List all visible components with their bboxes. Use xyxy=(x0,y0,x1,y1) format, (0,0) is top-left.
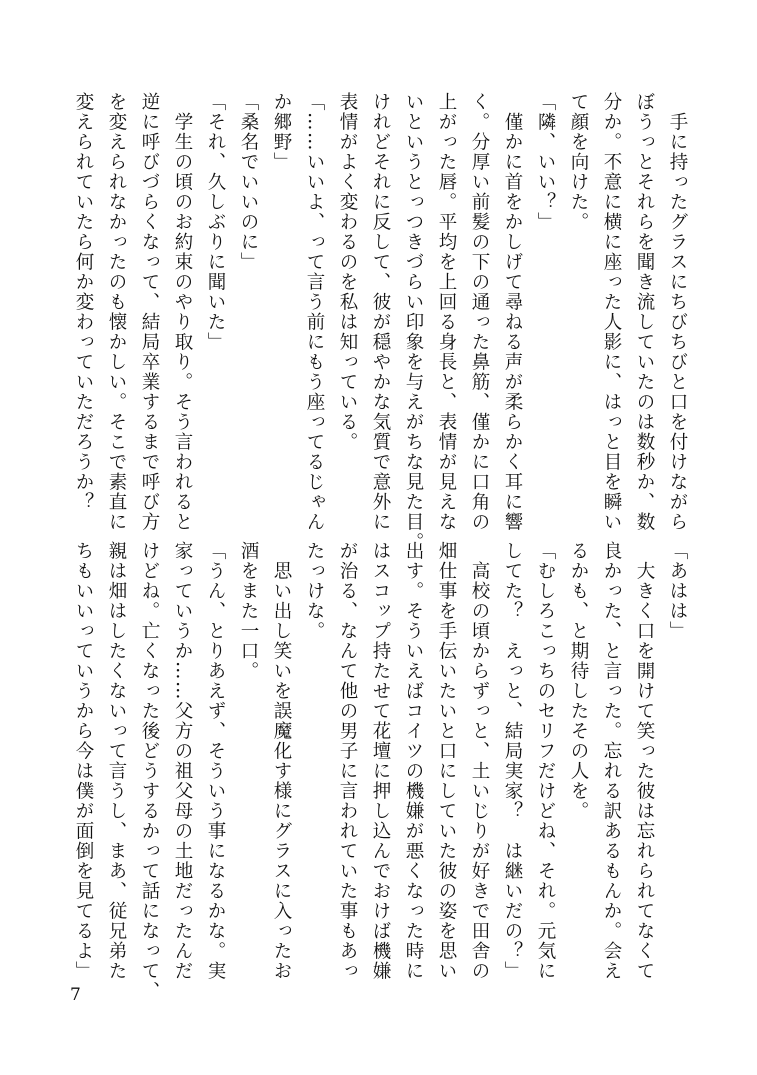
text-line: 手に持ったグラスにちびちびと口を付けながら xyxy=(667,92,688,532)
text-line: いというとっつきづらい印象を与えがちな見た目。 xyxy=(403,92,424,552)
text-line: 出す。そういえばコイツの機嫌が悪くなった時に xyxy=(403,541,424,981)
upper-text-block xyxy=(67,92,694,552)
text-line: 高校の頃からずっと、土いじりが好きで田舎の xyxy=(469,541,490,981)
text-line: たっけな。 xyxy=(304,541,325,641)
text-line: 僅かに首をかしげて尋ねる声が柔らかく耳に響 xyxy=(502,92,523,532)
text-line: 逆に呼びづらくなって、結局卒業するまで呼び方 xyxy=(139,92,160,532)
text-line: 「桑名でいいのに」 xyxy=(238,92,259,272)
text-line: 良かった、と言った。忘れる訳あるもんか。会え xyxy=(601,541,622,981)
text-line: ちもいいっていうから今は僕が面倒を見てるよ」 xyxy=(73,541,94,981)
page-number: 7 xyxy=(70,985,81,1005)
text-line: 酒をまた一口。 xyxy=(238,541,259,681)
text-line: 「あはは」 xyxy=(667,541,688,641)
text-line: 畑仕事を手伝いたいと口にしていた彼の姿を思い xyxy=(436,541,457,981)
text-line: 「隣、いい？」 xyxy=(535,92,556,232)
text-line: はスコップ持たせて花壇に押し込んでおけば機嫌 xyxy=(370,541,391,981)
text-line: を変えられなかったのも懐かしい。そこで素直に xyxy=(106,92,127,532)
text-line: 親は畑はしたくないって言うし、まあ、従兄弟た xyxy=(106,541,127,981)
text-line: 思い出し笑いを誤魔化す様にグラスに入ったお xyxy=(271,541,292,981)
text-line: ぼうっとそれらを聞き流していたのは数秒か、数 xyxy=(634,92,655,532)
text-line: 学生の頃のお約束のやり取り。そう言われると xyxy=(172,92,193,532)
text-line: 「それ、久しぶりに聞いた」 xyxy=(205,92,226,352)
text-line: 分か。不意に横に座った人影に、はっと目を瞬い xyxy=(601,92,622,532)
text-line: 大きく口を開けて笑った彼は忘れられてなくて xyxy=(634,541,655,981)
text-line: けれどそれに反して、彼が穏やかな気質で意外に xyxy=(370,92,391,532)
text-line: 「……いいよ、って言う前にもう座ってるじゃん xyxy=(304,92,325,532)
text-line: が治る、なんて他の男子に言われていた事もあっ xyxy=(337,541,358,981)
text-line: 「むしろこっちのセリフだけどね、それ。元気に xyxy=(535,541,556,981)
text-line: 変えられていたら何か変わっていただろうか？ xyxy=(73,92,94,512)
text-line: か郷野」 xyxy=(271,92,292,172)
text-line: 「うん、とりあえず、そういう事になるかな。実 xyxy=(205,541,226,981)
text-line: 表情がよく変わるのを私は知っている。 xyxy=(337,92,358,452)
text-line: るかも、と期待したその人を。 xyxy=(568,541,589,821)
lower-text-block xyxy=(67,541,694,1001)
text-line: 家っていうか……父方の祖父母の土地だったんだ xyxy=(172,541,193,981)
text-line: 上がった唇。平均を上回る身長と、表情が見えな xyxy=(436,92,457,532)
text-line: けどね。亡くなった後どうするかって話になって、 xyxy=(139,541,160,1001)
text-line: く。分厚い前髪の下の通った鼻筋、僅かに口角の xyxy=(469,92,490,532)
text-line: してた？ えっと、結局実家？ は継いだの？」 xyxy=(502,541,523,981)
text-line: て顔を向けた。 xyxy=(568,92,589,232)
